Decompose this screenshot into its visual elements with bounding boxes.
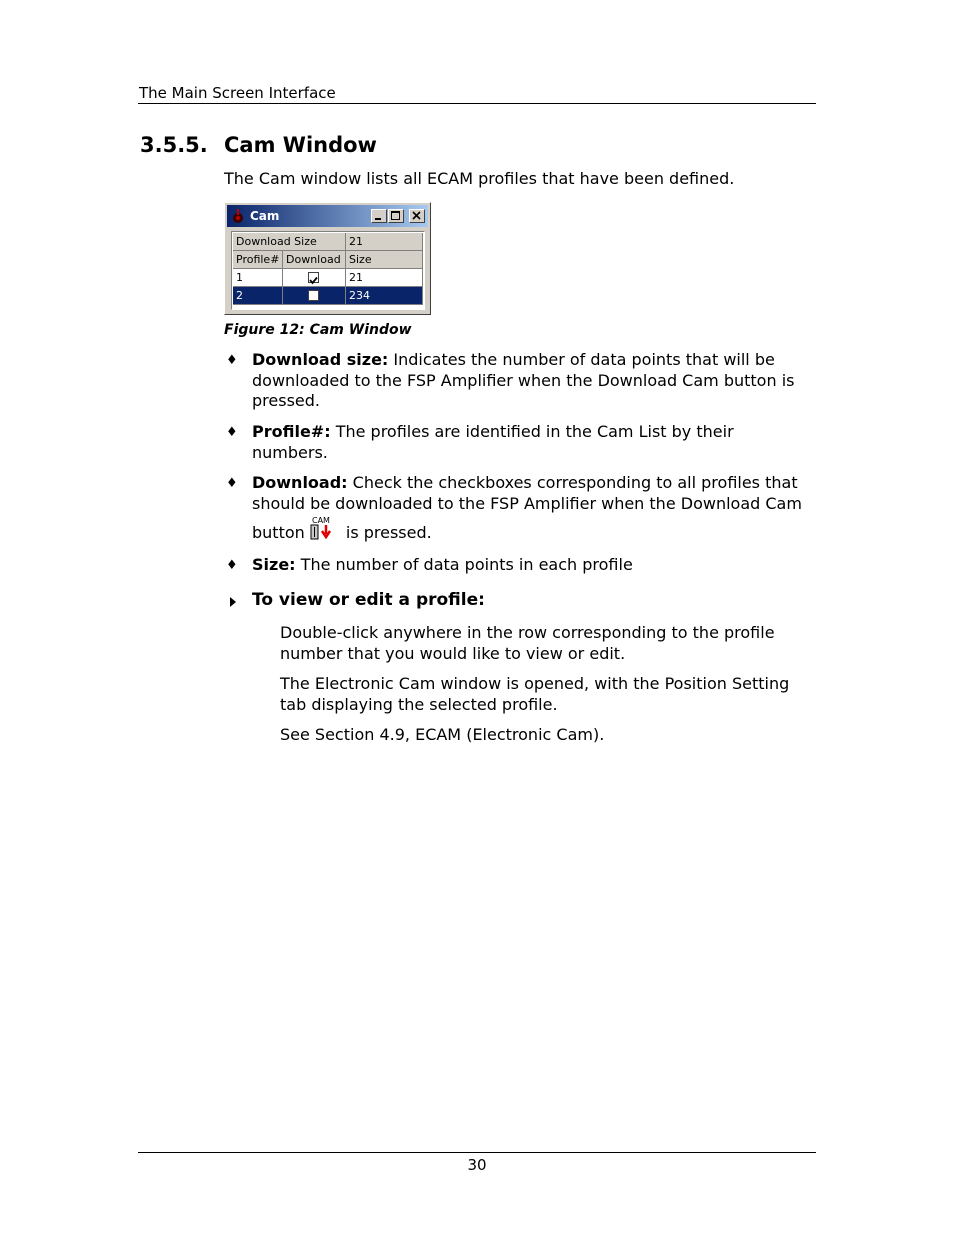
procedure-arrow-icon	[228, 596, 238, 608]
diamond-bullet-icon: ♦	[226, 353, 238, 368]
running-header: The Main Screen Interface	[139, 84, 336, 102]
procedure-result-paragraph: The Electronic Cam window is opened, with the Position Setting tab displaying the selected profile.	[280, 674, 790, 714]
table-row[interactable]	[233, 269, 423, 287]
bullet-download	[252, 473, 812, 544]
bullet-text: Check the checkboxes corresponding to all profiles that should be downloaded to the FSP Amplifier when the Download Cam button	[252, 473, 802, 542]
download-checkbox[interactable]	[308, 272, 319, 283]
bullet-text: The number of data points in each profile	[295, 555, 633, 574]
download-checkbox[interactable]	[308, 290, 319, 301]
section-title: Cam Window	[224, 133, 377, 157]
cam-window-titlebar	[227, 205, 428, 227]
bullet-size	[252, 555, 812, 576]
maximize-icon	[389, 210, 403, 222]
close-icon	[410, 210, 424, 222]
checkmark-icon	[309, 276, 318, 285]
cam-icon-label: CAM	[311, 516, 330, 525]
cam-list-grid	[231, 231, 425, 310]
figure-caption: Figure 12: Cam Window	[224, 322, 412, 338]
diamond-bullet-icon: ♦	[226, 558, 238, 573]
bullet-term: Download:	[252, 473, 348, 492]
size-cell: 234	[346, 287, 423, 305]
bullet-text: The profiles are identified in the Cam List by their numbers.	[252, 422, 734, 462]
download-size-label: Download Size	[233, 233, 346, 251]
see-also-reference: See Section 4.9, ECAM (Electronic Cam).	[280, 725, 605, 744]
cam-window-figure	[224, 202, 431, 315]
cam-window-title: Cam	[250, 209, 280, 223]
procedure-heading: To view or edit a profile:	[252, 590, 485, 610]
page-number: 30	[467, 1156, 487, 1174]
size-cell: 21	[346, 269, 423, 287]
download-size-value: 21	[346, 233, 423, 251]
bullet-term: Profile#:	[252, 422, 331, 441]
minimize-icon	[372, 210, 386, 222]
procedure-step-paragraph: Double-click anywhere in the row corresponding to the profile number that you would like to view or edit.	[280, 623, 775, 663]
bullet-term: Download size:	[252, 350, 389, 369]
download-cell	[283, 269, 346, 287]
footer-rule	[138, 1152, 816, 1153]
column-header-row	[233, 251, 423, 269]
profile-number-cell: 2	[233, 287, 283, 305]
table-row-selected[interactable]	[233, 287, 423, 305]
cam-app-icon	[230, 208, 248, 224]
minimize-button[interactable]	[371, 209, 387, 223]
header-rule	[138, 103, 816, 104]
profile-number-cell: 1	[233, 269, 283, 287]
bullet-term: Size:	[252, 555, 296, 574]
bullet-profile-number	[252, 422, 812, 463]
download-cam-button-icon	[309, 514, 337, 544]
bullet-text: is pressed.	[340, 523, 432, 542]
bullet-download-size	[252, 350, 812, 412]
column-header-download[interactable]: Download	[283, 251, 346, 269]
close-button[interactable]	[409, 209, 425, 223]
download-cell	[283, 287, 346, 305]
diamond-bullet-icon: ♦	[226, 476, 238, 491]
intro-paragraph: The Cam window lists all ECAM profiles that have been defined.	[224, 169, 735, 188]
column-header-size[interactable]: Size	[346, 251, 423, 269]
section-number: 3.5.5.	[140, 133, 208, 157]
maximize-button[interactable]	[388, 209, 404, 223]
column-header-profile[interactable]: Profile#	[233, 251, 283, 269]
bullet-text: Indicates the number of data points that will be downloaded to the FSP Amplifier when the Download Cam button is pressed.	[252, 350, 795, 410]
download-size-row	[233, 233, 423, 251]
section-heading	[140, 133, 377, 157]
diamond-bullet-icon: ♦	[226, 425, 238, 440]
